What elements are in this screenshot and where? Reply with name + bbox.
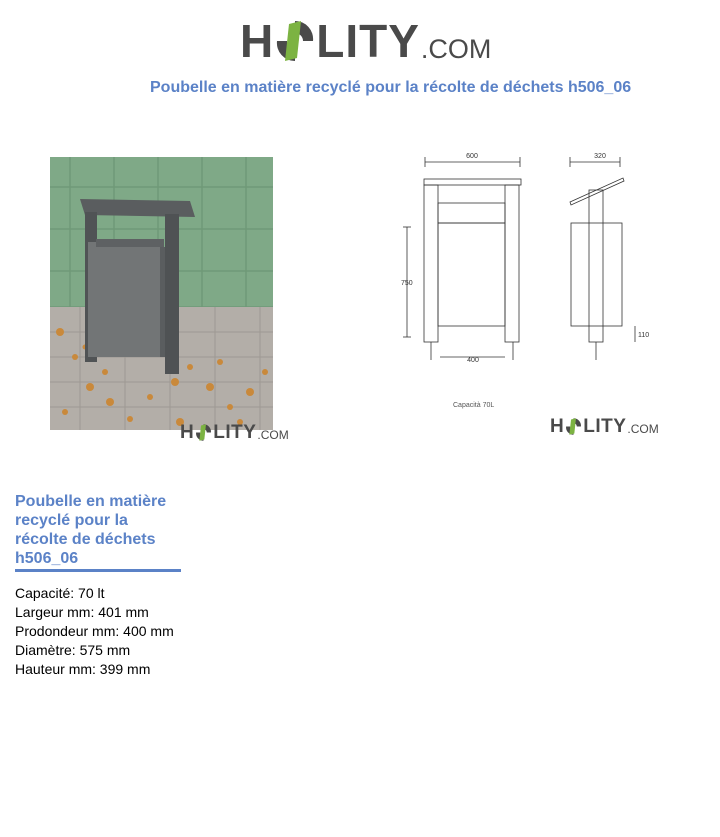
spec-diameter: Diamètre: 575 mm	[15, 642, 131, 658]
logo-lity: LITY	[316, 15, 420, 67]
dim-height-label: 750	[401, 280, 413, 287]
spec-height: Hauteur mm: 399 mm	[15, 661, 151, 677]
page-title: Poubelle en matière recyclé pour la récolte de déchets h506_06	[150, 79, 632, 96]
wm-lity: LITY	[213, 422, 257, 443]
spec-width: Largeur mm: 401 mm	[15, 604, 149, 620]
dim-foot-label: 110	[638, 332, 650, 339]
product-photo	[50, 157, 273, 430]
dim-inner-label: 400	[467, 357, 479, 364]
logo-recycle-icon	[275, 18, 315, 64]
watermark-recycle-icon	[565, 417, 582, 436]
product-title: Poubelle en matière recyclé pour la récolte de déchets h506_06	[15, 492, 181, 572]
dim-width-label: 600	[466, 153, 478, 160]
wm2-lity: LITY	[583, 416, 627, 437]
wm-com: .COM	[257, 428, 289, 442]
technical-drawing	[395, 145, 670, 415]
holity-logo[interactable]	[240, 12, 492, 67]
logo-com: .COM	[420, 34, 492, 64]
photo-watermark-logo	[180, 423, 289, 442]
watermark-recycle-icon	[195, 423, 212, 442]
logo-h: H	[240, 15, 275, 67]
wm-h: H	[180, 422, 195, 443]
spec-capacity: Capacité: 70 lt	[15, 585, 105, 601]
spec-list	[15, 584, 174, 679]
drawing-watermark-logo	[550, 417, 659, 436]
wm2-h: H	[550, 416, 565, 437]
capacity-note: Capacità 70L	[453, 402, 495, 409]
wm2-com: .COM	[627, 422, 659, 436]
dim-depth-label: 320	[594, 153, 606, 160]
spec-depth: Prodondeur mm: 400 mm	[15, 623, 174, 639]
